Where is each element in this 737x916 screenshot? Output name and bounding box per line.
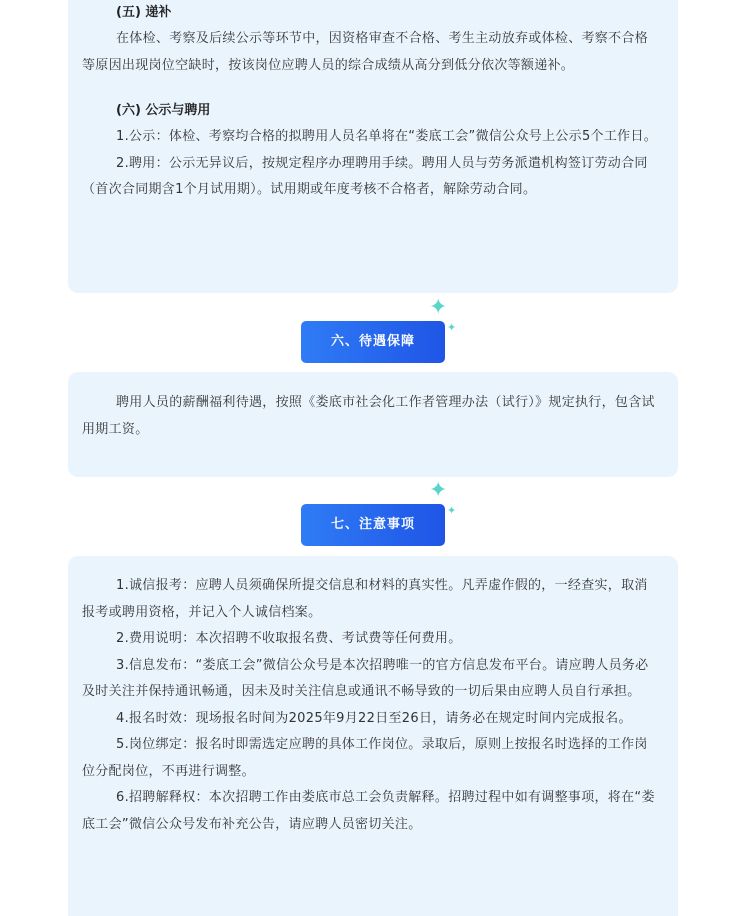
note-item: 2.费用说明：本次招聘不收取报名费、考试费等任何费用。 xyxy=(116,631,462,646)
note-item: 4.报名时效：现场报名时间为2025年9月22日至26日，请务必在规定时间内完成报名。 xyxy=(116,710,632,726)
note-item: 5.岗位绑定：报名时即需选定应聘的具体工作岗位。录取后，原则上按报名时选择的工作岗位分配岗位，不再进行调整。 xyxy=(82,737,648,779)
note-item: 3.信息发布：“娄底工会”微信公众号是本次招聘唯一的官方信息发布平台。请应聘人员务必及时关注并保持通讯畅通，因未及时关注信息或通讯不畅导致的一切后果由应聘人员自行承担。 xyxy=(82,657,649,699)
hiring-paragraph: 2.聘用：公示无异议后，按规定程序办理聘用手续。聘用人员与劳务派遣机构签订劳动合同（首次合同期含1个月试用期）。试用期或年度考核不合格者，解除劳动合同。 xyxy=(82,155,648,197)
subsection-heading-publicity: (六) 公示与聘用 xyxy=(116,103,211,118)
compensation-paragraph: 聘用人员的薪酬福利待遇，按照《娄底市社会化工作者管理办法（试行）》规定执行，包含试用期工资。 xyxy=(82,395,655,437)
compensation-card xyxy=(68,372,678,477)
substitute-paragraph: 在体检、考察及后续公示等环节中，因资格审查不合格、考生主动放弃或体检、考察不合格等原因出现岗位空缺时，按该岗位应聘人员的综合成绩从高分到低分依次等额递补。 xyxy=(82,31,649,73)
note-item: 1.诚信报考：应聘人员须确保所提交信息和材料的真实性。凡弄虚作假的，一经查实，取消报考或聘用资格，并记入个人诚信档案。 xyxy=(82,578,648,620)
section-6-title: 六、待遇保障 xyxy=(301,321,445,363)
section-7-header xyxy=(301,478,457,546)
note-item: 6.招聘解释权：本次招聘工作由娄底市总工会负责解释。招聘过程中如有调整事项，将在“娄底工会”微信公众号发布补充公告，请应聘人员密切关注。 xyxy=(82,790,655,832)
publicity-paragraph: 1.公示：体检、考察均合格的拟聘用人员名单将在“娄底工会”微信公众号上公示5个工作日。 xyxy=(116,129,658,144)
section-7-title: 七、注意事项 xyxy=(301,504,445,546)
sparkle-icon: ✦ xyxy=(447,504,457,517)
subsection-heading-substitute: (五) 递补 xyxy=(116,5,172,20)
notes-card xyxy=(68,556,678,916)
recruitment-process-card xyxy=(68,0,678,293)
sparkle-icon: ✦ xyxy=(429,478,448,503)
sparkle-icon: ✦ xyxy=(429,295,448,320)
section-6-header xyxy=(301,295,457,363)
sparkle-icon: ✦ xyxy=(447,321,457,334)
